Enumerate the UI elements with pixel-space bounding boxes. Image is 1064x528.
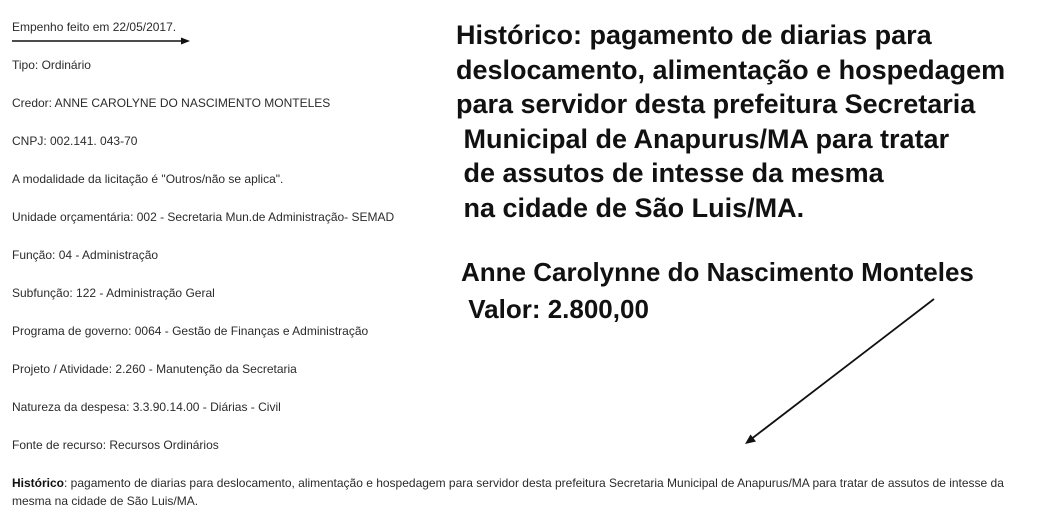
funcao-field: Função: 04 - Administração xyxy=(12,248,159,262)
overlay-name: Anne Carolynne do Nascimento Monteles xyxy=(461,257,974,287)
projeto-field: Projeto / Atividade: 2.260 - Manutenção da Secretaria xyxy=(12,362,297,376)
fonte-field: Fonte de recurso: Recursos Ordinários xyxy=(12,438,219,452)
credor-field: Credor: ANNE CAROLYNE DO NASCIMENTO MONTELES xyxy=(12,96,331,110)
empenho-date: Empenho feito em 22/05/2017. xyxy=(12,20,177,34)
natureza-field: Natureza da despesa: 3.3.90.14.00 - Diárias - Civil xyxy=(12,400,281,414)
subfuncao-field: Subfunção: 122 - Administração Geral xyxy=(12,286,215,300)
overlay-line: deslocamento, alimentação e hospedagem xyxy=(456,54,1006,85)
tipo-field: Tipo: Ordinário xyxy=(12,58,91,72)
programa-field: Programa de governo: 0064 - Gestão de Finanças e Administração xyxy=(12,324,369,338)
overlay-line: Municipal de Anapurus/MA para tratar xyxy=(456,123,950,154)
overlay-line: para servidor desta prefeitura Secretaria xyxy=(456,89,976,119)
overlay-valor: Valor: 2.800,00 xyxy=(461,294,649,324)
historico-text: : pagamento de diarias para deslocamento, alimentação e hospedagem para servidor desta prefeitura Secretaria Municipal de Anapurus/MA para tratar de assutos de intesse da mesma na cidade de São Luis/MA. xyxy=(12,476,1004,508)
historico-label: Histórico xyxy=(12,476,65,490)
top-arrow-icon xyxy=(12,38,190,45)
cnpj-field: CNPJ: 002.141. 043-70 xyxy=(12,134,138,148)
overlay-line: na cidade de São Luis/MA. xyxy=(456,192,805,223)
diagonal-arrow-icon xyxy=(745,299,934,444)
overlay-line: Histórico: pagamento de diarias para xyxy=(456,20,932,50)
unidade-field: Unidade orçamentária: 002 - Secretaria Mun.de Administração- SEMAD xyxy=(12,210,395,224)
overlay-line: de assutos de intesse da mesma xyxy=(456,158,884,188)
modalidade-field: A modalidade da licitação é "Outros/não se aplica". xyxy=(12,172,284,186)
